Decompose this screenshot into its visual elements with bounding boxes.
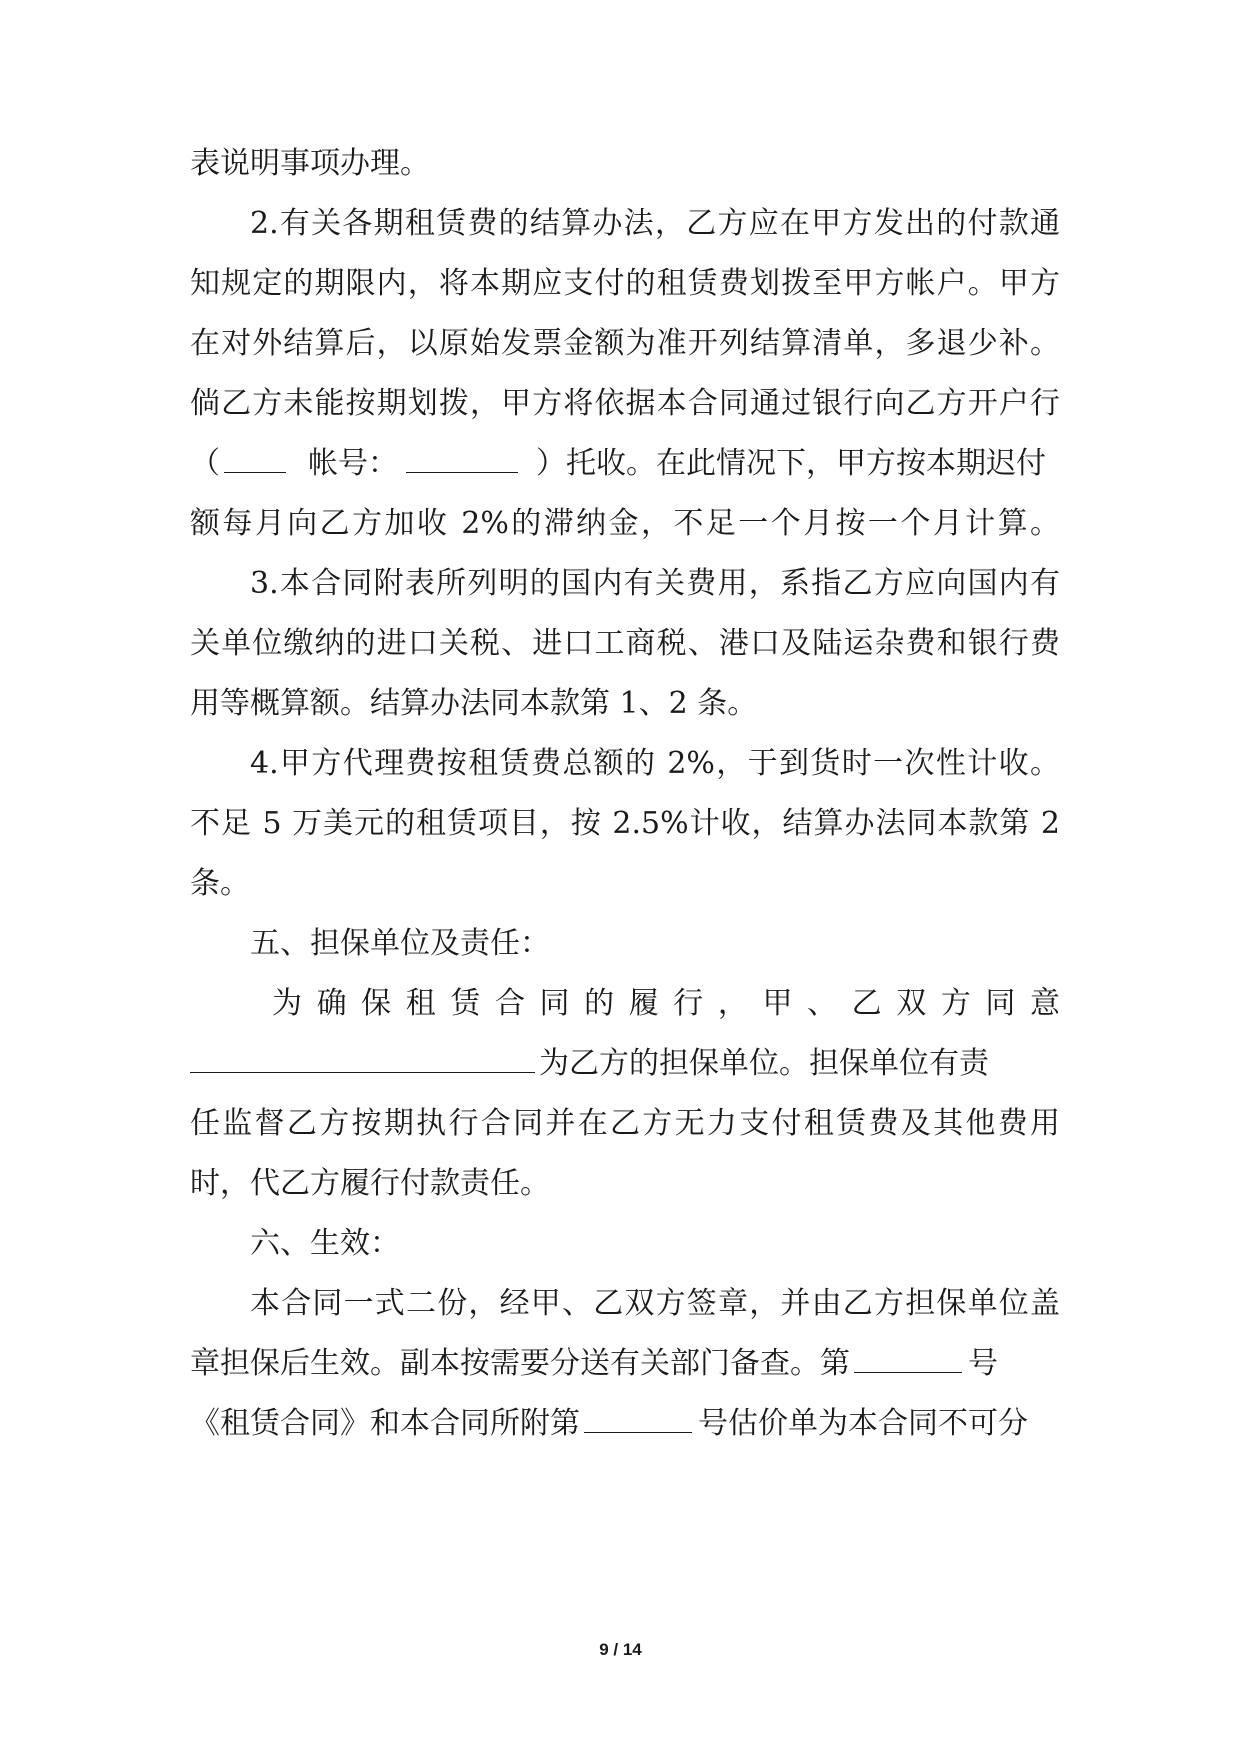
- paragraph-line: 倘乙方未能按期划拨，甲方将依据本合同通过银行向乙方开户行: [190, 386, 1060, 421]
- paragraph-line-with-blanks: [190, 1342, 1060, 1386]
- account-number-blank: [406, 442, 518, 473]
- section-heading: 五、担保单位及责任：: [250, 926, 550, 961]
- paragraph-line: 为确保租赁合同的履行，甲、乙双方同意: [272, 986, 1060, 1021]
- paragraph-line: 任监督乙方按期执行合同并在乙方无力支付租赁费及其他费用: [190, 1106, 1060, 1141]
- paragraph-line: 用等概算额。结算办法同本款第 1、2 条。: [190, 686, 758, 721]
- paragraph-line-with-blanks: [190, 442, 1060, 486]
- guarantor-blank: [190, 1042, 535, 1073]
- account-label: 帐号：: [308, 446, 398, 481]
- estimate-number-blank: [584, 1402, 692, 1433]
- paragraph-line: 不足 5 万美元的租赁项目，按 2.5%计收，结算办法同本款第 2: [190, 806, 1060, 841]
- paragraph-line-with-blanks: [190, 1402, 1060, 1446]
- paragraph-line: 在对外结算后，以原始发票金额为准开列结算清单，多退少补。: [190, 326, 1060, 361]
- copies-text: 章担保后生效。副本按需要分送有关部门备查。第: [190, 1346, 850, 1381]
- page-number: 9 / 14: [599, 1640, 642, 1659]
- paragraph-line: 3.本合同附表所列明的国内有关费用，系指乙方应向国内有: [250, 566, 1060, 601]
- guarantor-text: 为乙方的担保单位。担保单位有责: [539, 1046, 989, 1081]
- paragraph-line: 额每月向乙方加收 2%的滞纳金，不足一个月按一个月计算。: [190, 506, 1060, 541]
- bank-blank: [224, 442, 286, 473]
- paragraph-line: 关单位缴纳的进口关税、进口工商税、港口及陆运杂费和银行费: [190, 626, 1060, 661]
- collection-text: ）托收。在此情况下，甲方按本期迟付: [536, 446, 1046, 481]
- paragraph-line: 表说明事项办理。: [190, 146, 430, 181]
- open-paren: （: [190, 446, 220, 481]
- paragraph-line: 条。: [190, 866, 250, 901]
- section-heading: 六、生效：: [250, 1226, 400, 1261]
- estimate-text: 号估价单为本合同不可分: [698, 1406, 1028, 1441]
- paragraph-line: 知规定的期限内，将本期应支付的租赁费划拨至甲方帐户。甲方: [190, 266, 1060, 301]
- paragraph-line: 时，代乙方履行付款责任。: [190, 1166, 550, 1201]
- paragraph-line-with-blanks: [190, 1042, 1060, 1086]
- number-suffix: 号: [968, 1346, 998, 1381]
- lease-contract-text: 《租赁合同》和本合同所附第: [190, 1406, 580, 1441]
- paragraph-line: 2.有关各期租赁费的结算办法，乙方应在甲方发出的付款通: [250, 206, 1060, 241]
- paragraph-line: 本合同一式二份，经甲、乙双方签章，并由乙方担保单位盖: [250, 1286, 1060, 1321]
- contract-number-blank: [854, 1342, 962, 1373]
- paragraph-line: 4.甲方代理费按租赁费总额的 2%，于到货时一次性计收。: [250, 746, 1060, 781]
